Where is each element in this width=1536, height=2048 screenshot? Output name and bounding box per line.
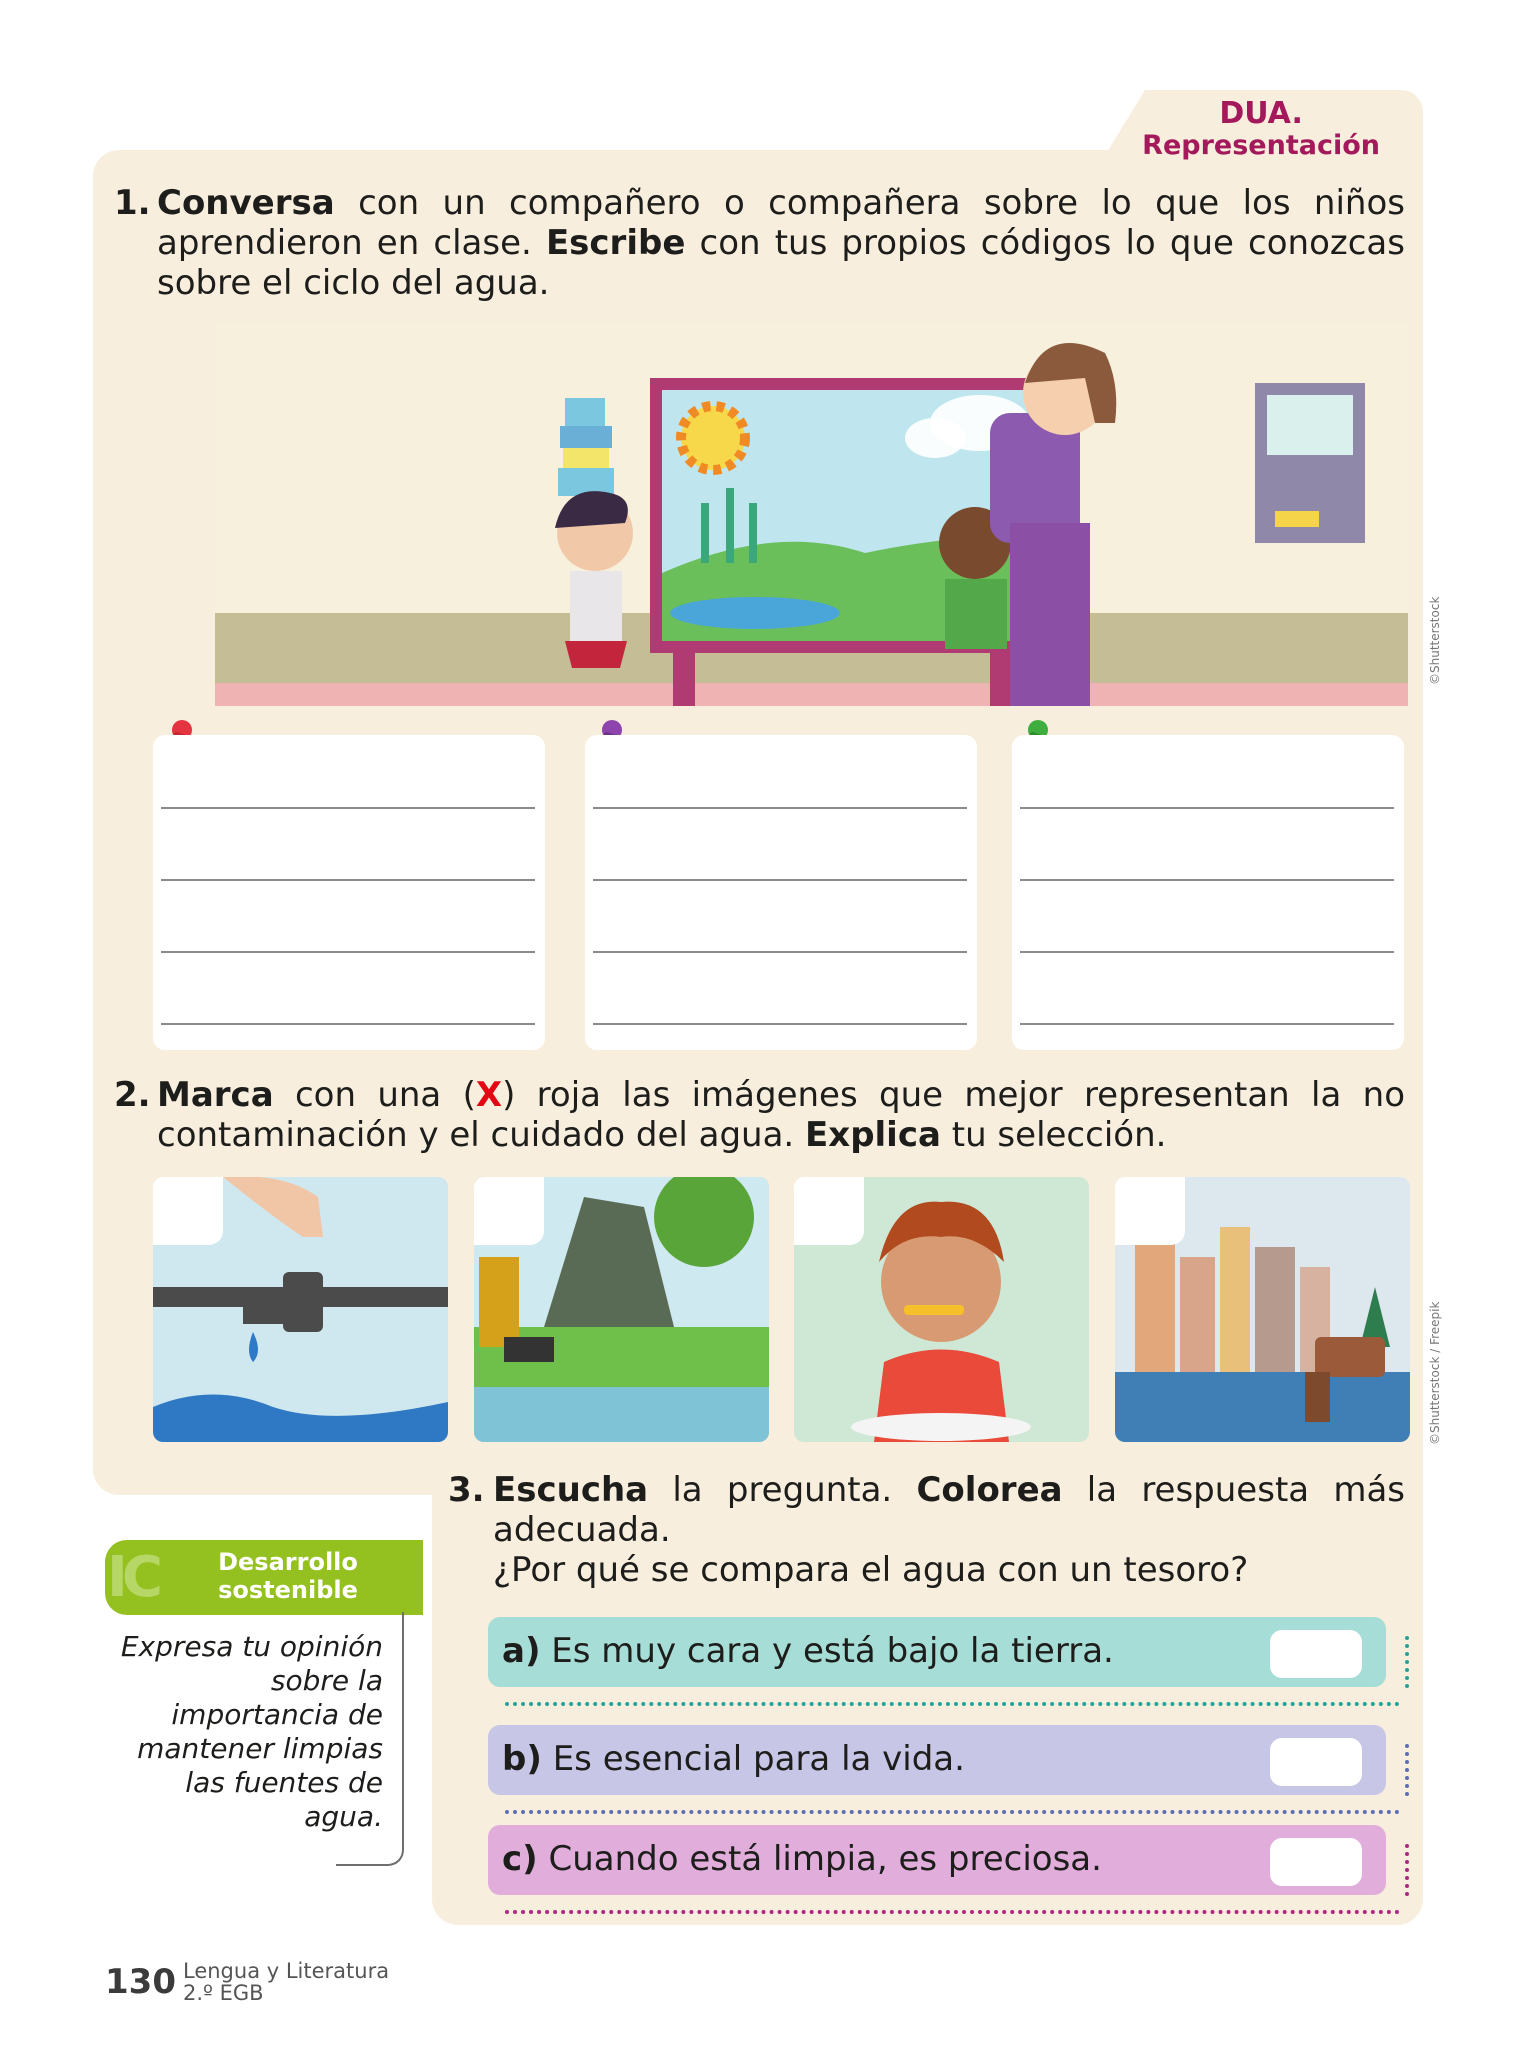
photo-tap-water bbox=[153, 1177, 448, 1442]
dotted-line-a bbox=[505, 1702, 1400, 1706]
question-3-number: 3. bbox=[448, 1470, 485, 1510]
checkbox-photo-2[interactable] bbox=[474, 1177, 544, 1245]
writing-note-1[interactable] bbox=[153, 735, 545, 1050]
answer-option-c[interactable] bbox=[488, 1825, 1386, 1895]
sidebar-prompt: Expresa tu opinión sobre la importancia de mantener limpias las fuentes de agua. bbox=[120, 1630, 383, 1833]
dotted-line-b bbox=[505, 1810, 1400, 1814]
photo-factory-discharge bbox=[1115, 1177, 1410, 1442]
option-a-text: Es muy cara y está bajo la tierra. bbox=[540, 1631, 1114, 1671]
page-info bbox=[183, 1960, 389, 2004]
answer-option-a[interactable] bbox=[488, 1617, 1386, 1687]
question-3 bbox=[448, 1470, 1406, 1590]
checkbox-photo-4[interactable] bbox=[1115, 1177, 1185, 1245]
tag-label bbox=[183, 1548, 393, 1604]
option-b-text: Es esencial para la vida. bbox=[541, 1739, 965, 1779]
checkbox-photo-1[interactable] bbox=[153, 1177, 223, 1245]
option-c-answer-box[interactable] bbox=[1270, 1838, 1362, 1886]
writing-note-2[interactable] bbox=[585, 735, 977, 1050]
question-3-prompt: ¿Por qué se compara el agua con un tesoro? bbox=[493, 1550, 1249, 1590]
question-1 bbox=[114, 183, 1405, 303]
option-b-answer-box[interactable] bbox=[1270, 1738, 1362, 1786]
verb-explica: Explica bbox=[805, 1115, 941, 1155]
option-c-letter: c) bbox=[502, 1839, 538, 1879]
grade-label: 2.º EGB bbox=[183, 1981, 264, 2005]
page-number: 130 bbox=[105, 1962, 176, 2002]
photo-credit-2: ©Shutterstock / Freepik bbox=[1428, 1301, 1442, 1445]
question-1-text: con un compañero o compañera sobre lo que los niños aprendieron en clase. bbox=[157, 183, 1405, 263]
question-3-text: la pregunta. bbox=[648, 1470, 917, 1510]
tag-label-line-1: Desarrollo bbox=[218, 1548, 358, 1576]
dua-subtitle: Representación bbox=[1142, 130, 1380, 161]
option-a-answer-box[interactable] bbox=[1270, 1630, 1362, 1678]
option-a-letter: a) bbox=[502, 1631, 541, 1671]
sustainable-development-tag bbox=[105, 1540, 423, 1615]
red-x-mark: X bbox=[475, 1075, 503, 1115]
writing-note-3[interactable] bbox=[1012, 735, 1404, 1050]
dua-title: DUA. bbox=[1219, 96, 1303, 131]
verb-colorea: Colorea bbox=[916, 1470, 1063, 1510]
question-2-text-end: tu selección. bbox=[940, 1115, 1167, 1155]
dotted-edge-c bbox=[1405, 1844, 1409, 1896]
checkbox-photo-3[interactable] bbox=[794, 1177, 864, 1245]
photo-polluted-stream bbox=[474, 1177, 769, 1442]
question-3-text-end: la respuesta más adecuada. bbox=[493, 1470, 1406, 1550]
photo-credit-1: ©Shutterstock bbox=[1428, 596, 1442, 685]
ic-logo: IC bbox=[107, 1545, 157, 1610]
question-1-number: 1. bbox=[114, 183, 151, 223]
dotted-edge-b bbox=[1405, 1744, 1409, 1796]
verb-escucha: Escucha bbox=[493, 1470, 649, 1510]
option-c-text: Cuando está limpia, es preciosa. bbox=[537, 1839, 1102, 1879]
dotted-edge-a bbox=[1405, 1636, 1409, 1688]
subject-label: Lengua y Literatura bbox=[183, 1959, 390, 1983]
water-cycle-classroom-illustration bbox=[215, 323, 1408, 706]
question-2-text-mid: ) roja las imágenes que mejor representan la no contaminación y el cuidado del agua. bbox=[157, 1075, 1405, 1155]
tag-label-line-2: sostenible bbox=[218, 1576, 358, 1604]
photo-boy-brushing-teeth bbox=[794, 1177, 1089, 1442]
verb-marca: Marca bbox=[157, 1075, 274, 1115]
dotted-line-c bbox=[505, 1910, 1400, 1914]
question-1-text-end: con tus propios códigos lo que conozcas sobre el ciclo del agua. bbox=[157, 223, 1405, 303]
question-2-text: con una ( bbox=[273, 1075, 476, 1115]
option-b-letter: b) bbox=[502, 1739, 542, 1779]
dua-header bbox=[1142, 98, 1380, 162]
answer-option-b[interactable] bbox=[488, 1725, 1386, 1795]
verb-escribe: Escribe bbox=[545, 223, 686, 263]
verb-conversa: Conversa bbox=[157, 183, 335, 223]
question-2-number: 2. bbox=[114, 1075, 151, 1115]
question-2 bbox=[114, 1075, 1405, 1155]
